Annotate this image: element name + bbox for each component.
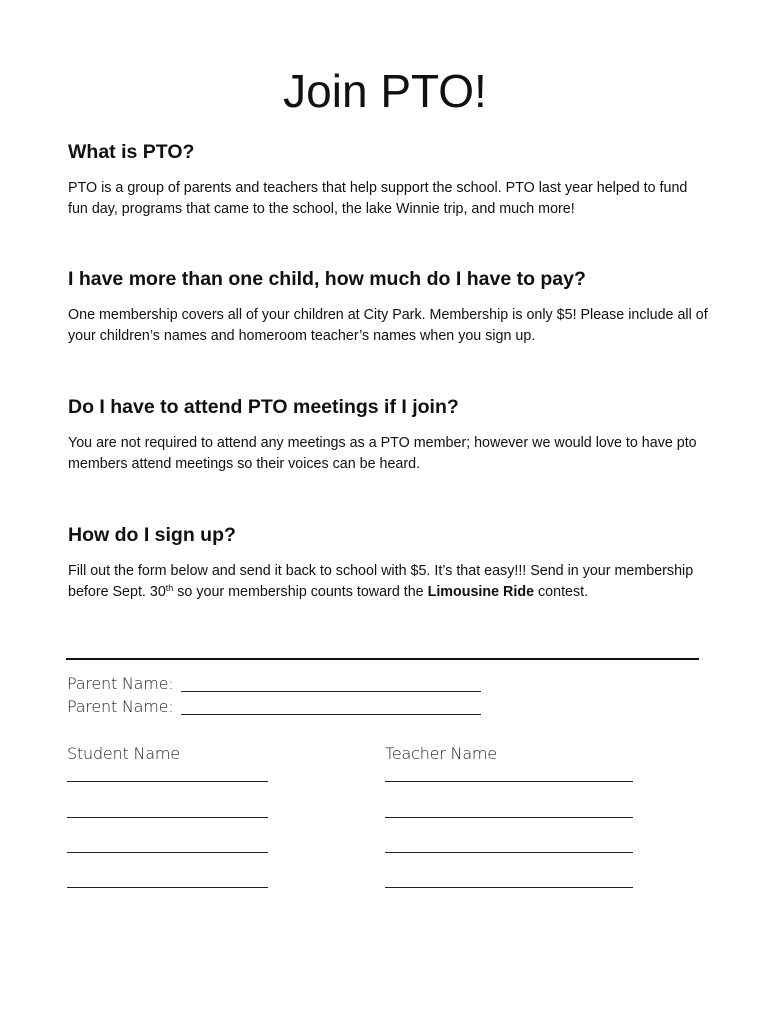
ordinal-suffix: th [165,583,174,593]
student-name-line[interactable] [67,817,268,818]
section-meetings [68,395,708,475]
section-body [68,561,708,603]
section-heading: I have more than one child, how much do I have to pay? [68,268,586,290]
student-name-line[interactable] [67,887,268,888]
form-divider [66,658,699,660]
parent-name-label-1: Parent Name: [67,674,174,693]
section-heading: How do I sign up? [68,524,236,546]
limousine-ride-emphasis: Limousine Ride [427,584,535,600]
section-body: One membership covers all of your children at City Park. Membership is only $5! Please include all of your children’s names and homeroom teacher’s names when you sign up. [68,307,708,344]
student-name-line[interactable] [67,852,268,853]
teacher-name-header: Teacher Name [385,744,497,763]
section-body: PTO is a group of parents and teachers that help support the school. PTO last year helped to fund fun day, programs that came to the school, the lake Winnie trip, and much more! [68,180,688,217]
page-title: Join PTO! [283,65,487,117]
parent-name-label-2: Parent Name: [67,697,174,716]
teacher-name-line[interactable] [385,852,633,853]
section-sign-up [68,523,708,603]
section-heading: Do I have to attend PTO meetings if I join? [68,396,459,418]
sign-up-text-1: Fill out the form below and send it back to school with $5. It’s that easy!!! Send in your membership before Sept. 30 [68,563,694,600]
sign-up-text-3: contest. [534,584,589,600]
section-what-is-pto [68,140,708,220]
parent-name-line-1[interactable] [181,691,481,692]
teacher-name-line[interactable] [385,817,633,818]
section-heading: What is PTO? [68,141,195,163]
parent-name-line-2[interactable] [181,714,481,715]
student-name-line[interactable] [67,781,268,782]
section-cost [68,267,708,347]
teacher-name-line[interactable] [385,887,633,888]
sign-up-text-2: so your membership counts toward the [173,584,428,600]
student-name-header: Student Name [67,744,180,763]
section-body: You are not required to attend any meetings as a PTO member; however we would love to have pto members attend meetings so their voices can be heard. [68,435,697,472]
teacher-name-line[interactable] [385,781,633,782]
